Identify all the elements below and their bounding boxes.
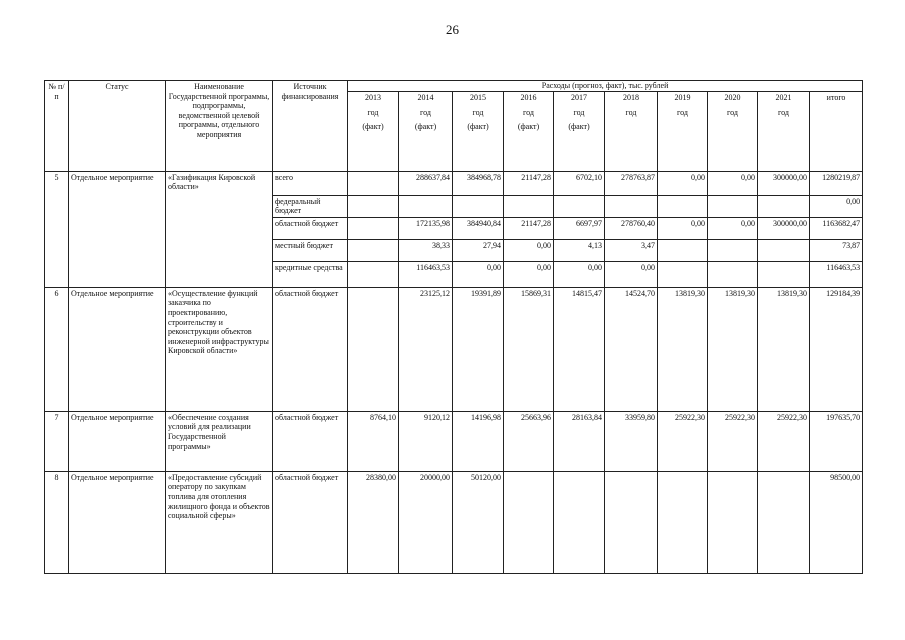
value-cell: 38,33 [399, 239, 453, 261]
total-cell: 98500,00 [810, 471, 863, 573]
value-cell: 33959,80 [605, 411, 658, 471]
year-sub1: год [677, 108, 688, 118]
value-cell: 0,00 [708, 171, 758, 195]
value-cell [605, 195, 658, 217]
total-cell: 73,87 [810, 239, 863, 261]
value-cell: 14524,70 [605, 287, 658, 411]
value-cell: 288637,84 [399, 171, 453, 195]
year-sub1: год [573, 108, 585, 118]
row-status: Отдельное мероприятие [69, 411, 166, 471]
value-cell: 300000,00 [758, 171, 810, 195]
value-cell: 0,00 [708, 217, 758, 239]
row-source: всего [273, 171, 348, 195]
total-cell: 0,00 [810, 195, 863, 217]
value-cell [658, 471, 708, 573]
value-cell [758, 261, 810, 287]
value-cell: 0,00 [658, 171, 708, 195]
value-cell [758, 239, 810, 261]
value-cell [348, 261, 399, 287]
year-sub1: год [367, 108, 379, 118]
year-label: 2018 [623, 92, 639, 102]
header-year-2014 [399, 91, 453, 171]
header-total: итого [810, 91, 863, 171]
value-cell: 27,94 [453, 239, 504, 261]
value-cell: 19391,89 [453, 287, 504, 411]
row-source: областной бюджет [273, 287, 348, 411]
value-cell: 6702,10 [554, 171, 605, 195]
value-cell [758, 195, 810, 217]
value-cell: 14196,98 [453, 411, 504, 471]
year-label: 2013 [365, 92, 381, 102]
value-cell [708, 261, 758, 287]
total-cell: 1280219,87 [810, 171, 863, 195]
row-status: Отдельное мероприятие [69, 287, 166, 411]
value-cell: 13819,30 [758, 287, 810, 411]
row-number: 7 [45, 411, 69, 471]
value-cell: 15869,31 [504, 287, 554, 411]
value-cell: 0,00 [658, 217, 708, 239]
value-cell: 0,00 [504, 239, 554, 261]
total-cell: 116463,53 [810, 261, 863, 287]
year-label: 2014 [417, 92, 434, 102]
value-cell [758, 471, 810, 573]
header-expenses: Расходы (прогноз, факт), тыс. рублей [348, 81, 863, 92]
value-cell: 9120,12 [399, 411, 453, 471]
value-cell: 13819,30 [658, 287, 708, 411]
value-cell: 25922,30 [658, 411, 708, 471]
total-cell: 197635,70 [810, 411, 863, 471]
header-year-2021 [758, 91, 810, 171]
year-label: 2017 [571, 92, 587, 102]
value-cell: 21147,28 [504, 171, 554, 195]
header-year-2013 [348, 91, 399, 171]
value-cell: 25922,30 [758, 411, 810, 471]
value-cell: 6697,97 [554, 217, 605, 239]
header-year-2017 [554, 91, 605, 171]
value-cell [453, 195, 504, 217]
value-cell: 28163,84 [554, 411, 605, 471]
year-sub1: год [625, 108, 637, 118]
value-cell [348, 239, 399, 261]
value-cell: 50120,00 [453, 471, 504, 573]
value-cell: 4,13 [554, 239, 605, 261]
value-cell: 25922,30 [708, 411, 758, 471]
value-cell: 3,47 [605, 239, 658, 261]
year-sub1: год [778, 108, 789, 118]
header-year-2019 [658, 91, 708, 171]
row-number: 8 [45, 471, 69, 573]
value-cell: 0,00 [605, 261, 658, 287]
row-source: федеральный бюджет [273, 195, 348, 217]
row-source: областной бюджет [273, 471, 348, 573]
value-cell [554, 471, 605, 573]
value-cell [658, 261, 708, 287]
row-source: областной бюджет [273, 411, 348, 471]
value-cell [348, 217, 399, 239]
year-sub1: год [420, 108, 431, 118]
year-sub1: год [523, 108, 534, 118]
row-name: «Обеспечение создания условий для реализации Государственной программы» [166, 411, 273, 471]
value-cell: 116463,53 [399, 261, 453, 287]
value-cell [348, 171, 399, 195]
value-cell: 20000,00 [399, 471, 453, 573]
year-label: 2016 [520, 92, 537, 102]
value-cell [504, 471, 554, 573]
value-cell [554, 195, 605, 217]
row-source: областной бюджет [273, 217, 348, 239]
table-row [45, 411, 863, 471]
value-cell: 21147,28 [504, 217, 554, 239]
year-sub1: год [727, 108, 738, 118]
table-row [45, 471, 863, 573]
header-name: Наименование Государственной программы, подпрограммы, ведомственной целевой программы, отдельного мероприятия [166, 81, 273, 172]
page-number: 26 [446, 22, 459, 37]
value-cell [658, 195, 708, 217]
value-cell: 25663,96 [504, 411, 554, 471]
total-cell: 129184,39 [810, 287, 863, 411]
year-sub2: (факт) [517, 121, 540, 131]
table-row [45, 287, 863, 411]
header-status: Статус [69, 81, 166, 172]
row-source: местный бюджет [273, 239, 348, 261]
row-number: 6 [45, 287, 69, 411]
row-name: «Предоставление субсидий оператору по закупкам топлива для отопления жилищного фонда и объектов социальной сферы» [166, 471, 273, 573]
header-source: Источник финансирования [273, 81, 348, 172]
value-cell [348, 195, 399, 217]
table-row [45, 171, 863, 195]
value-cell [504, 195, 554, 217]
header-year-2018 [605, 91, 658, 171]
value-cell [708, 195, 758, 217]
row-status: Отдельное мероприятие [69, 171, 166, 287]
year-label: 2020 [724, 92, 741, 102]
year-label: 2015 [470, 92, 486, 102]
year-sub1: год [472, 108, 484, 118]
row-number: 5 [45, 171, 69, 287]
value-cell [399, 195, 453, 217]
header-year-2016 [504, 91, 554, 171]
year-sub2: (факт) [467, 121, 489, 131]
value-cell: 172135,98 [399, 217, 453, 239]
header-year-2020 [708, 91, 758, 171]
header-year-2015 [453, 91, 504, 171]
value-cell: 13819,30 [708, 287, 758, 411]
table-body [45, 171, 863, 573]
value-cell [605, 471, 658, 573]
header-no: № п/п [45, 81, 69, 172]
value-cell [658, 239, 708, 261]
year-label: 2019 [674, 92, 691, 102]
total-cell: 1163682,47 [810, 217, 863, 239]
row-name: «Осуществление функций заказчика по проектированию, строительству и реконструкции объектов инженерной инфраструктуры Кировской области» [166, 287, 273, 411]
year-label: 2021 [775, 92, 792, 102]
value-cell: 0,00 [504, 261, 554, 287]
value-cell: 278763,87 [605, 171, 658, 195]
value-cell: 300000,00 [758, 217, 810, 239]
value-cell: 0,00 [453, 261, 504, 287]
budget-table [44, 80, 863, 574]
year-sub2: (факт) [362, 121, 384, 131]
value-cell: 384968,78 [453, 171, 504, 195]
value-cell [708, 471, 758, 573]
row-name: «Газификация Кировской области» [166, 171, 273, 287]
value-cell: 28380,00 [348, 471, 399, 573]
value-cell: 384940,84 [453, 217, 504, 239]
year-sub2: (факт) [414, 121, 437, 131]
value-cell: 8764,10 [348, 411, 399, 471]
header-row [45, 81, 863, 92]
value-cell: 14815,47 [554, 287, 605, 411]
value-cell: 278760,40 [605, 217, 658, 239]
row-source: кредитные средства [273, 261, 348, 287]
year-sub2: (факт) [568, 121, 590, 131]
row-status: Отдельное мероприятие [69, 471, 166, 573]
value-cell [708, 239, 758, 261]
value-cell [348, 287, 399, 411]
value-cell: 23125,12 [399, 287, 453, 411]
value-cell: 0,00 [554, 261, 605, 287]
